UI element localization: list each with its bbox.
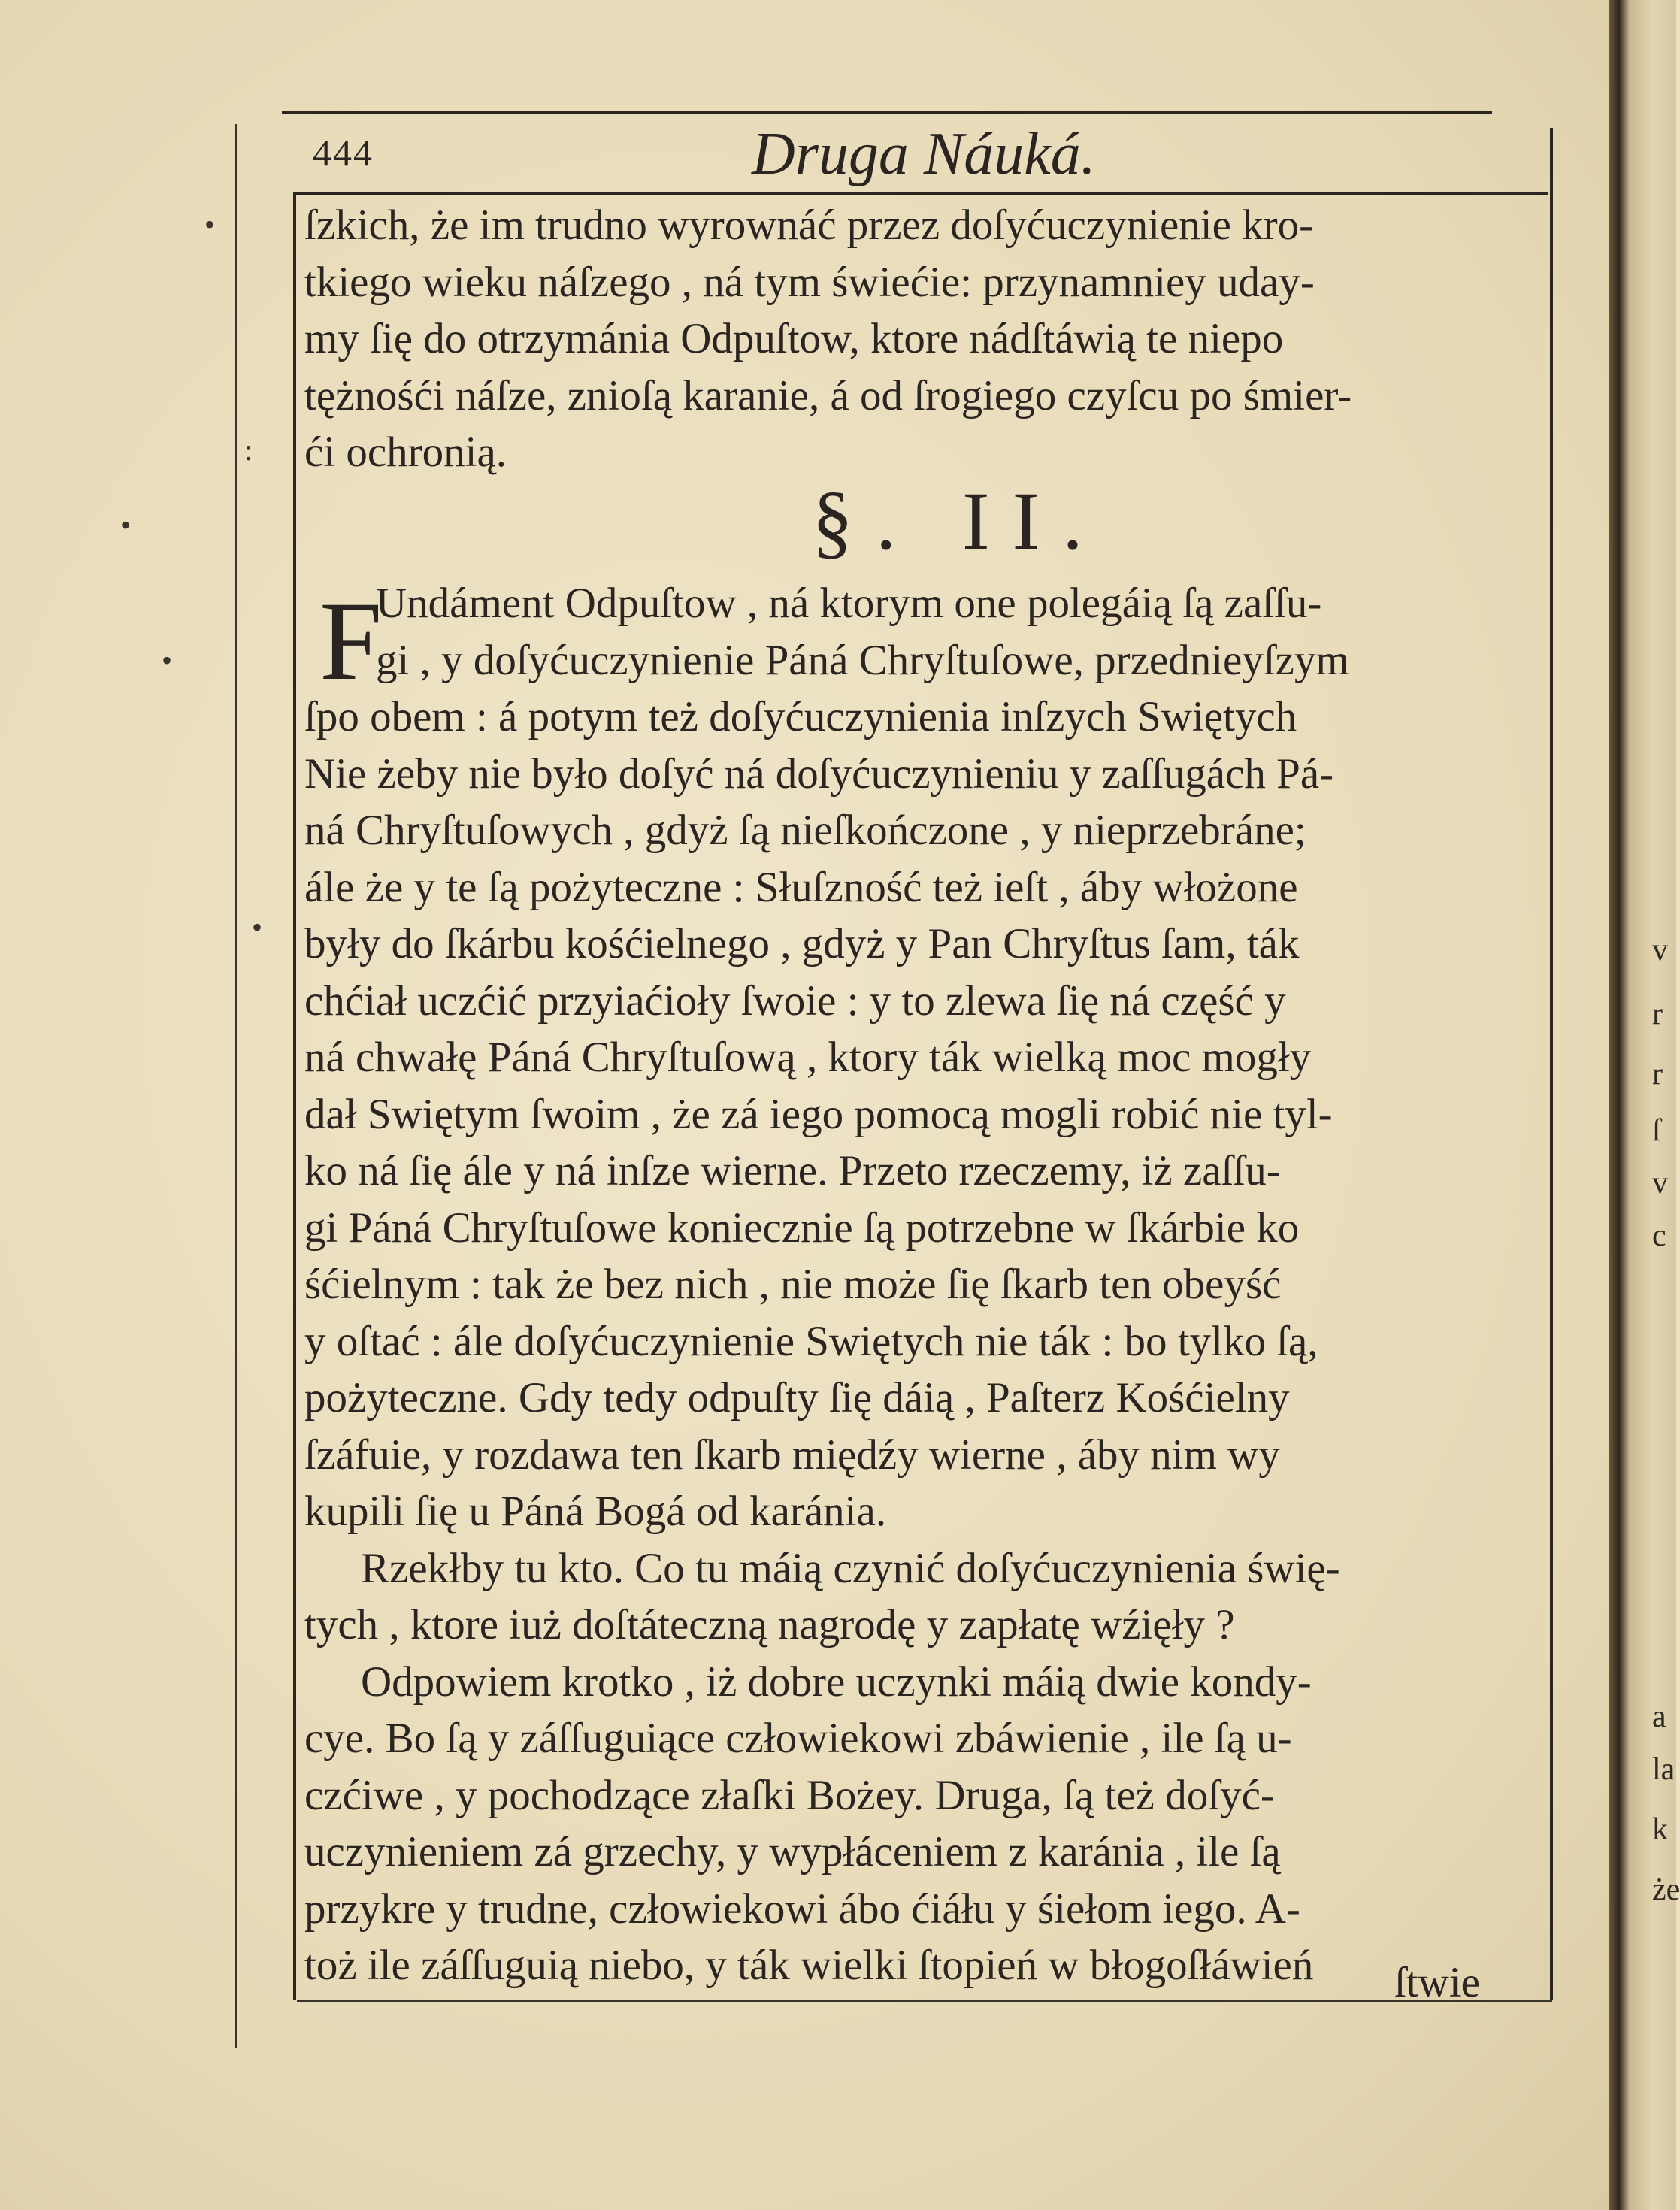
facing-page-letter: v xyxy=(1652,1166,1668,1200)
text-line: Undáment Odpuſtow , ná ktorym one polegáią ſą zaſſu- xyxy=(376,580,1322,627)
paragraph-1 xyxy=(304,197,1545,481)
text-line: cye. Bo ſą y záſſuguiące człowiekowi zbáwienie , ile ſą u- xyxy=(304,1715,1292,1762)
text-line: przykre y trudne, człowiekowi ábo ćiáłu y śiełom iego. A- xyxy=(304,1885,1300,1933)
drop-cap: F xyxy=(319,579,383,704)
facing-page-letter: ſ xyxy=(1652,1113,1661,1148)
running-title: Druga Náuká. xyxy=(752,121,1096,187)
text-frame-left xyxy=(293,195,296,2000)
text-line: tkiego wieku náſzego , ná tym świećie: przynamniey uday- xyxy=(304,258,1315,306)
text-line: ná chwałę Páná Chryſtuſową , ktory ták wielką moc mogły xyxy=(304,1034,1312,1081)
text-line: toż ile záſſuguią niebo, y ták wielki ſtopień w błogoſłáwień xyxy=(304,1942,1314,1989)
margin-dot: • xyxy=(162,643,173,677)
margin-dot: • xyxy=(120,508,132,542)
text-line: ko ná ſię ále y ná inſze wierne. Przeto rzeczemy, iż zaſſu- xyxy=(304,1147,1281,1194)
page-number: 444 xyxy=(313,132,374,174)
facing-page-letter: a xyxy=(1652,1700,1666,1734)
text-line: gi Páná Chryſtuſowe koniecznie ſą potrzebne w ſkárbie ko xyxy=(304,1203,1300,1252)
text-line: ná Chryſtuſowych , gdyż ſą nieſkończone , y nieprzebráne; xyxy=(304,807,1306,854)
facing-page-letter: r xyxy=(1652,997,1663,1031)
text-line: Nie żeby nie było doſyć ná doſyćuczynieniu y zaſſugách Pá- xyxy=(304,749,1334,798)
margin-dot: : xyxy=(244,433,253,467)
text-line: my ſię do otrzymánia Odpuſtow, ktore nádſtáwią te niepo xyxy=(304,315,1284,362)
facing-page-edge xyxy=(1646,0,1680,2210)
text-line: śćielnym : tak że bez nich , nie może ſię ſkarb ten obeyść xyxy=(304,1261,1282,1308)
section-heading: §. II. xyxy=(812,475,1106,567)
text-line: gi , y doſyćuczynienie Páná Chryſtuſowe, przednieyſzym xyxy=(376,636,1349,684)
facing-page-letter: la xyxy=(1652,1752,1675,1787)
facing-page-letter: r xyxy=(1652,1057,1663,1091)
text-line: tych , ktore iuż doſtáteczną nagrodę y zapłatę wźięły ? xyxy=(304,1601,1235,1648)
text-line: ſpo obem : á potym też doſyćuczynienia inſzych Swiętych xyxy=(304,693,1297,740)
facing-page-letter: k xyxy=(1652,1812,1668,1847)
text-line: Odpowiem krotko , iż dobre uczynki máią dwie kondy- xyxy=(361,1657,1312,1706)
text-frame-right xyxy=(1550,128,1553,2000)
text-line: kupili ſię u Páná Bogá od karánia. xyxy=(304,1488,887,1535)
text-line: były do ſkárbu kośćielnego , gdyż y Pan Chryſtus ſam, ták xyxy=(304,920,1300,967)
page-header xyxy=(301,120,1533,188)
margin-dot: • xyxy=(204,207,216,241)
text-line: ſzkich, że im trudno wyrownáć przez doſyćuczynienie kro- xyxy=(304,201,1314,249)
text-line: y oſtać : ále doſyćuczynienie Swiętych nie ták : bo tylko ſą, xyxy=(304,1317,1318,1365)
outer-frame-line xyxy=(235,124,237,2048)
catchword: ſtwie xyxy=(1394,1959,1480,2006)
text-line: ći ochronią. xyxy=(304,428,507,476)
text-line: pożyteczne. Gdy tedy odpuſty ſię dáią , Paſterz Kośćielny xyxy=(304,1374,1290,1421)
text-line: tężnośći náſze, znioſą karanie, á od ſrogiego czyſcu po śmier- xyxy=(304,371,1352,419)
facing-page-letter: c xyxy=(1652,1219,1666,1253)
text-line: uczynieniem zá grzechy, y wypłáceniem z karánia , ile ſą xyxy=(304,1828,1281,1875)
text-line: ſzáfuie, y rozdawa ten ſkarb międźy wierne , áby nim wy xyxy=(304,1430,1280,1479)
top-rule xyxy=(282,111,1492,114)
text-line: Rzekłby tu kto. Co tu máią czynić doſyćuczynienia świę- xyxy=(361,1544,1340,1592)
facing-page-letter: że xyxy=(1652,1872,1680,1907)
text-line: ále że y te ſą pożyteczne : Słuſzność też ieſt , áby włożone xyxy=(304,863,1298,911)
facing-page-letter: v xyxy=(1652,933,1668,967)
text-line: dał Swiętym ſwoim , że zá iego pomocą mogli robić nie tyl- xyxy=(304,1090,1333,1138)
paragraph-2 xyxy=(304,575,1545,1994)
text-line: czćiwe , y pochodzące złaſki Bożey. Druga, ſą też doſyć- xyxy=(304,1771,1275,1819)
header-rule xyxy=(293,192,1548,195)
text-line: chćiał uczćić przyiaćioły ſwoie : y to zlewa ſię ná część y xyxy=(304,976,1286,1025)
margin-dot: • xyxy=(252,910,263,944)
bottom-rule xyxy=(297,2000,1552,2002)
